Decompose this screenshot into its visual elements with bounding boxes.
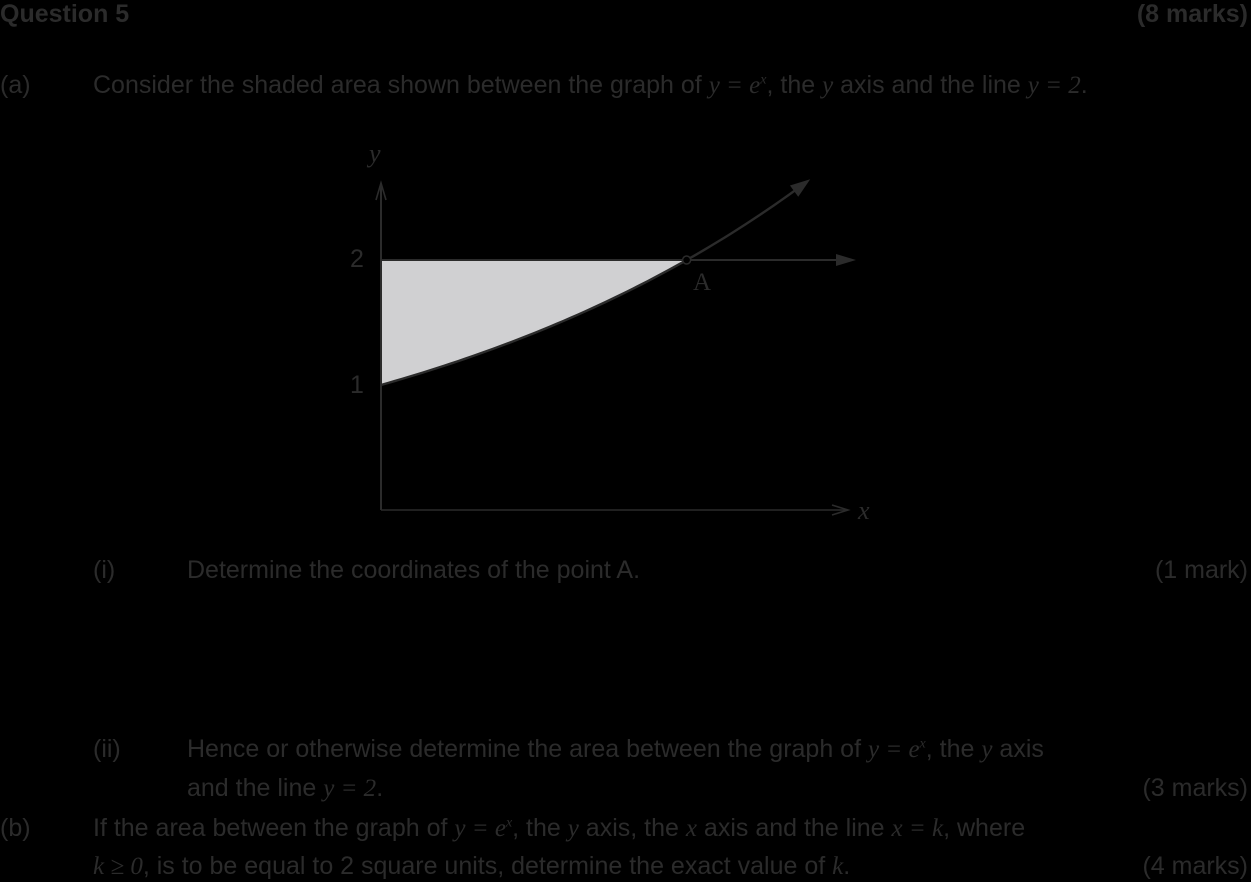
plot-area [376,179,856,515]
part-b-text-line1: If the area between the graph of $y = e^x$, the y axis, the x axis and the line x = k, where [93,814,1026,842]
part-a-intro: Consider the shaded area shown between the graph of $y = e^x$, the y axis and the line y = 2. [93,71,1088,99]
sub-ii-text-line2: and the line y = 2. [187,774,384,802]
total-marks: (8 marks) [1136,0,1248,28]
x-axis-label: x [858,496,870,525]
sub-ii-label: (ii) [93,735,121,763]
sub-i-marks: (1 mark) [1154,556,1248,584]
part-b-marks: (4 marks) [1142,852,1248,880]
ytick-label-1: 1 [350,371,364,399]
sub-i-label: (i) [93,556,116,584]
ytick-label-2: 2 [350,245,364,273]
question-title: Question 5 [0,0,130,28]
line-y-equals-2-arrow [836,254,856,266]
shaded-region [381,260,687,385]
exp-curve-arrow [790,179,810,196]
sub-ii-text-line1: Hence or otherwise determine the area between the graph of $y = e^x$, the y axis [187,735,1044,763]
part-a-label: (a) [0,71,31,99]
point-a-label: A [693,269,712,296]
part-b-text-line2: k ≥ 0, is to be equal to 2 square units, determine the exact value of k. [93,852,851,880]
part-b-label: (b) [0,814,31,842]
point-a [683,256,691,264]
sub-ii-marks: (3 marks) [1142,774,1248,802]
y-axis-label: y [369,139,381,168]
sub-i-text: Determine the coordinates of the point A. [187,556,641,584]
